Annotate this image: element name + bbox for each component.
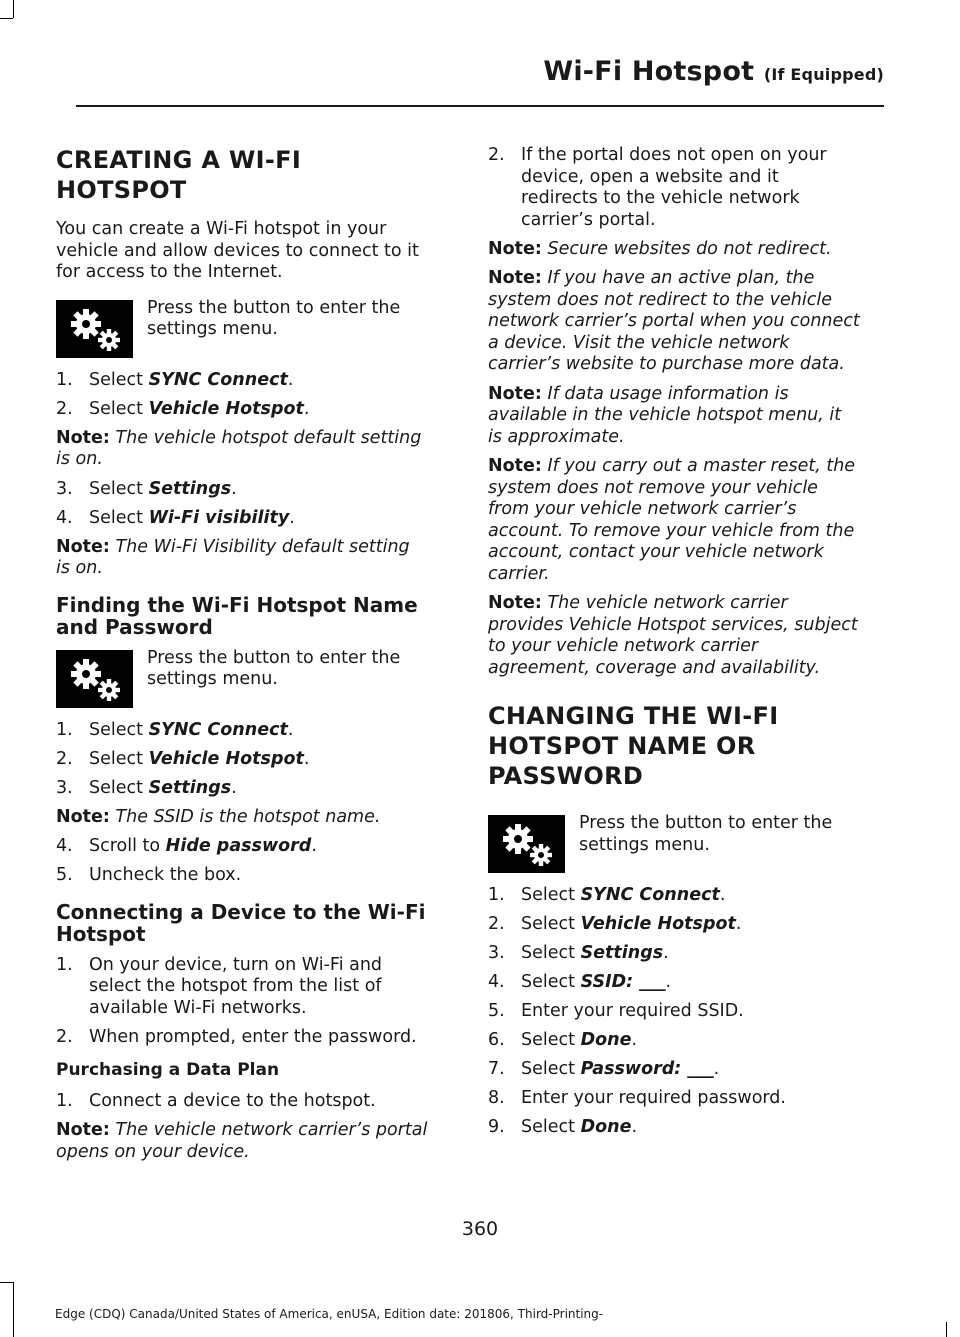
list-item: [56, 955, 428, 1020]
footer-edition: Edge (CDQ) Canada/United States of America, enUSA, Edition date: 201806, Third-Printing-: [55, 1307, 604, 1321]
list-item: [488, 885, 860, 907]
list-item: [56, 720, 428, 742]
step-text: When prompted, enter the password.: [89, 1026, 417, 1047]
note: Note: The vehicle network carrier’s portal opens on your device.: [56, 1120, 428, 1162]
list-item: [56, 836, 428, 858]
right-column: [488, 145, 860, 1146]
note: Note: The Wi-Fi Visibility default setting is on.: [56, 536, 410, 578]
menu-option: SSID: ___: [580, 972, 666, 992]
note: Note: The vehicle network carrier provides Vehicle Hotspot services, subject to your vehicle network carrier agreement, coverage and availability.: [488, 593, 858, 678]
header-subtitle: (If Equipped): [763, 65, 884, 84]
creating-heading: CREATING A WI-FI HOTSPOT: [56, 146, 302, 204]
page-header-title: [543, 56, 884, 87]
notes-list: [488, 239, 860, 680]
menu-option: Vehicle Hotspot: [148, 748, 304, 769]
menu-option: Hide password: [165, 836, 312, 856]
step-number: 5.: [488, 1001, 505, 1021]
step-number: 1.: [56, 954, 73, 975]
step-text: Select Settings.: [89, 478, 237, 499]
step-text: Select Password: ___.: [521, 1059, 720, 1079]
gear-settings-icon: [56, 650, 133, 708]
step-text: Select Vehicle Hotspot.: [89, 398, 310, 419]
list-item: [488, 145, 860, 231]
steps-list: [56, 955, 428, 1049]
step-text: Select Vehicle Hotspot.: [521, 914, 742, 934]
page-number: 360: [461, 1218, 499, 1240]
step-text: Select Done.: [521, 1117, 638, 1137]
step-number: 1.: [56, 719, 73, 740]
steps-list: [56, 370, 428, 421]
step-number: 4.: [56, 836, 73, 856]
finding-heading: Finding the Wi-Fi Hotspot Name and Password: [56, 592, 418, 639]
menu-option: Settings: [148, 777, 232, 798]
changing-heading: CHANGING THE WI-FI HOTSPOT NAME OR PASSWORD: [488, 702, 779, 790]
list-item: [488, 1117, 860, 1139]
menu-option: Done: [580, 1030, 632, 1050]
step-number: 3.: [488, 943, 505, 963]
menu-option: Vehicle Hotspot: [148, 398, 304, 419]
note: Note: The SSID is the hotspot name.: [56, 806, 381, 827]
crop-mark-bottom-left-v: [13, 1282, 14, 1337]
header-title: Wi-Fi Hotspot: [543, 56, 755, 87]
step-number: 5.: [56, 865, 73, 885]
menu-option: SYNC Connect: [580, 885, 720, 905]
step-number: 9.: [488, 1117, 505, 1137]
crop-mark-bottom-right: [946, 1322, 947, 1337]
step-number: 2.: [488, 145, 505, 165]
step-text: Enter your required password.: [521, 1088, 786, 1108]
purchasing-heading: Purchasing a Data Plan: [56, 1060, 280, 1080]
step-number: 2.: [56, 1026, 73, 1047]
step-number: 3.: [56, 478, 73, 499]
menu-option: Vehicle Hotspot: [580, 914, 736, 934]
menu-option: SYNC Connect: [148, 369, 288, 390]
list-item: [488, 1001, 860, 1023]
header-rule: [76, 105, 884, 107]
menu-option: Done: [580, 1117, 632, 1137]
step-text: Enter your required SSID.: [521, 1001, 744, 1021]
step-text: Uncheck the box.: [89, 865, 242, 885]
step-number: 4.: [488, 972, 505, 992]
step-text: Select SSID: ___.: [521, 972, 672, 992]
list-item: [488, 1088, 860, 1110]
list-item: [56, 370, 428, 392]
menu-option: Settings: [580, 943, 664, 963]
list-item: [56, 479, 428, 501]
list-item: [56, 749, 428, 771]
settings-instruction-2: [56, 648, 428, 708]
left-column: [56, 145, 428, 1171]
step-text: Scroll to Hide password.: [89, 836, 317, 856]
step-text: If the portal does not open on your device, open a website and it redirects to the vehicle network carrier’s portal.: [521, 145, 827, 230]
note: Note: If you have an active plan, the system does not redirect to the vehicle network carrier’s portal when you connect a device. Visit the vehicle network carrier’s website to purchase more data.: [488, 268, 860, 374]
steps-list: [56, 479, 428, 530]
menu-option: Settings: [148, 478, 232, 499]
list-item: [488, 972, 860, 994]
step-text: Select Settings.: [521, 943, 669, 963]
step-number: 6.: [488, 1030, 505, 1050]
list-item: [56, 1091, 428, 1113]
crop-mark-top-left-h: [0, 18, 13, 19]
settings-instruction-1: [56, 298, 428, 358]
steps-list: [56, 720, 428, 800]
settings-instruction-3: [488, 813, 860, 873]
step-number: 1.: [56, 369, 73, 390]
step-text: Select SYNC Connect.: [521, 885, 726, 905]
step-text: On your device, turn on Wi-Fi and select the hotspot from the list of available Wi-Fi networks.: [89, 954, 383, 1018]
list-item: [56, 1027, 428, 1049]
list-item: [56, 399, 428, 421]
step-text: Select Vehicle Hotspot.: [89, 748, 310, 769]
gear-settings-icon: [56, 300, 133, 358]
list-item: [56, 778, 428, 800]
menu-option: SYNC Connect: [148, 719, 288, 740]
steps-list: [488, 145, 860, 231]
crop-mark-top-left-v: [13, 0, 14, 18]
settings-instruction-text: Press the button to enter the settings menu.: [579, 813, 833, 855]
menu-option: Password: ___: [580, 1059, 714, 1079]
step-number: 7.: [488, 1059, 505, 1079]
intro-paragraph: You can create a Wi-Fi hotspot in your vehicle and allow devices to connect to it for access to the Internet.: [56, 219, 419, 282]
step-text: Select Settings.: [89, 777, 237, 798]
step-number: 3.: [56, 777, 73, 798]
list-item: [488, 943, 860, 965]
settings-instruction-text: Press the button to enter the settings menu.: [147, 297, 401, 339]
list-item: [488, 1059, 860, 1081]
step-number: 2.: [56, 748, 73, 769]
list-item: [56, 865, 428, 887]
list-item: [488, 914, 860, 936]
list-item: [488, 1030, 860, 1052]
list-item: [56, 508, 428, 530]
step-number: 2.: [56, 398, 73, 419]
crop-mark-bottom-left-h: [0, 1282, 13, 1283]
step-number: 1.: [56, 1091, 73, 1111]
step-number: 2.: [488, 914, 505, 934]
steps-list: [488, 885, 860, 1139]
gear-settings-icon: [488, 815, 565, 873]
step-number: 8.: [488, 1088, 505, 1108]
step-text: Select Wi-Fi visibility.: [89, 507, 295, 528]
steps-list: [56, 836, 428, 887]
note: Note: Secure websites do not redirect.: [488, 238, 832, 259]
step-text: Select Done.: [521, 1030, 638, 1050]
step-number: 1.: [488, 885, 505, 905]
menu-option: Wi-Fi visibility: [148, 507, 290, 528]
steps-list: [56, 1091, 428, 1113]
note: Note: If you carry out a master reset, the system does not remove your vehicle from your vehicle network carrier’s account. To remove your vehicle from the account, contact your vehicle network carrier.: [488, 456, 856, 584]
note: Note: If data usage information is available in the vehicle hotspot menu, it is approximate.: [488, 383, 842, 447]
note: Note: The vehicle hotspot default setting is on.: [56, 427, 422, 469]
settings-instruction-text: Press the button to enter the settings menu.: [147, 647, 401, 689]
step-text: Select SYNC Connect.: [89, 719, 294, 740]
step-text: Select SYNC Connect.: [89, 369, 294, 390]
step-number: 4.: [56, 507, 73, 528]
connecting-heading: Connecting a Device to the Wi-Fi Hotspot: [56, 899, 426, 946]
step-text: Connect a device to the hotspot.: [89, 1091, 376, 1111]
